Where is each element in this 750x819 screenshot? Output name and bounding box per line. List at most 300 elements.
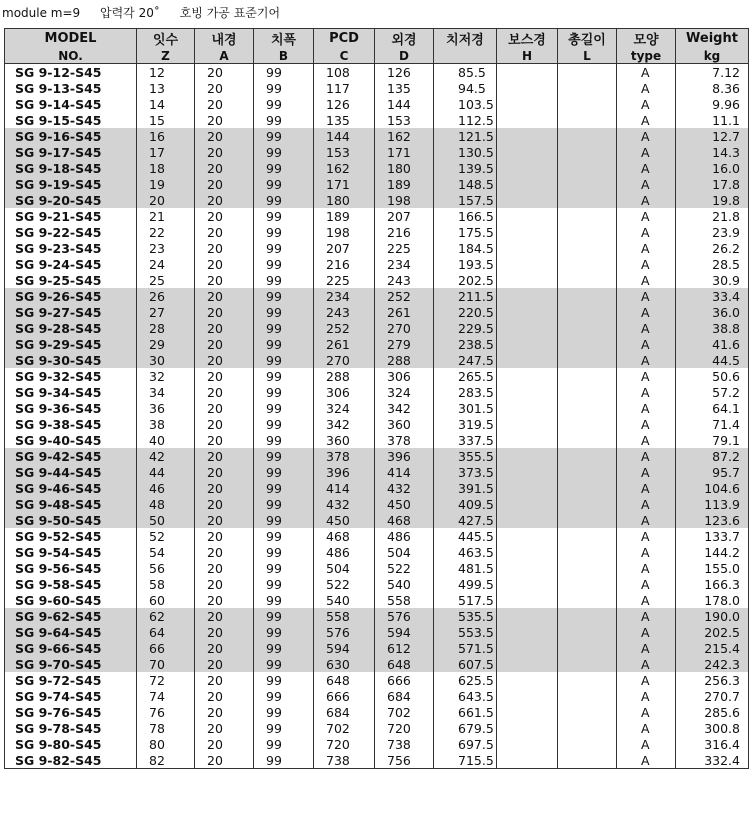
cell-root: 166.5: [434, 208, 497, 224]
cell-b: 99: [254, 608, 314, 624]
cell-root: 553.5: [434, 624, 497, 640]
cell-c: 324: [314, 400, 375, 416]
cell-model: SG 9-32-S45: [5, 368, 137, 384]
cell-h: [497, 672, 558, 688]
cell-c: 189: [314, 208, 375, 224]
cell-l: [558, 352, 617, 368]
cell-type: A: [617, 400, 676, 416]
cell-c: 225: [314, 272, 375, 288]
cell-root: 481.5: [434, 560, 497, 576]
cell-h: [497, 464, 558, 480]
table-row: [5, 656, 749, 672]
cell-kg: 16.0: [676, 160, 749, 176]
cell-d: 396: [375, 448, 434, 464]
table-row: [5, 96, 749, 112]
cell-d: 216: [375, 224, 434, 240]
cell-l: [558, 96, 617, 112]
cell-c: 135: [314, 112, 375, 128]
cell-root: 571.5: [434, 640, 497, 656]
cell-h: [497, 96, 558, 112]
cell-b: 99: [254, 144, 314, 160]
cell-root: 121.5: [434, 128, 497, 144]
cell-type: A: [617, 128, 676, 144]
cell-b: 99: [254, 384, 314, 400]
cell-b: 99: [254, 208, 314, 224]
cell-h: [497, 272, 558, 288]
cell-model: SG 9-12-S45: [5, 64, 137, 81]
cell-model: SG 9-23-S45: [5, 240, 137, 256]
cell-b: 99: [254, 336, 314, 352]
cell-b: 99: [254, 448, 314, 464]
cell-b: 99: [254, 544, 314, 560]
cell-b: 99: [254, 752, 314, 769]
cell-d: 279: [375, 336, 434, 352]
cell-l: [558, 384, 617, 400]
cell-b: 99: [254, 176, 314, 192]
cell-kg: 202.5: [676, 624, 749, 640]
cell-type: A: [617, 512, 676, 528]
cell-a: 20: [195, 144, 254, 160]
cell-h: [497, 336, 558, 352]
cell-a: 20: [195, 176, 254, 192]
table-row: [5, 704, 749, 720]
cell-root: 283.5: [434, 384, 497, 400]
cell-h: [497, 160, 558, 176]
cell-kg: 11.1: [676, 112, 749, 128]
cell-z: 28: [137, 320, 195, 336]
cell-z: 62: [137, 608, 195, 624]
cell-c: 234: [314, 288, 375, 304]
cell-z: 22: [137, 224, 195, 240]
cell-l: [558, 736, 617, 752]
cell-h: [497, 736, 558, 752]
cell-l: [558, 688, 617, 704]
cell-model: SG 9-80-S45: [5, 736, 137, 752]
cell-h: [497, 560, 558, 576]
cell-d: 162: [375, 128, 434, 144]
table-row: [5, 432, 749, 448]
cell-a: 20: [195, 512, 254, 528]
cell-d: 594: [375, 624, 434, 640]
cell-d: 144: [375, 96, 434, 112]
cell-h: [497, 112, 558, 128]
cell-root: 193.5: [434, 256, 497, 272]
cell-z: 42: [137, 448, 195, 464]
cell-l: [558, 752, 617, 769]
cell-type: A: [617, 256, 676, 272]
cell-a: 20: [195, 736, 254, 752]
cell-z: 34: [137, 384, 195, 400]
cell-l: [558, 336, 617, 352]
cell-c: 468: [314, 528, 375, 544]
cell-model: SG 9-54-S45: [5, 544, 137, 560]
cell-b: 99: [254, 496, 314, 512]
cell-a: 20: [195, 624, 254, 640]
cell-l: [558, 704, 617, 720]
cell-model: SG 9-46-S45: [5, 480, 137, 496]
cell-c: 126: [314, 96, 375, 112]
cell-d: 252: [375, 288, 434, 304]
cell-z: 76: [137, 704, 195, 720]
cell-model: SG 9-16-S45: [5, 128, 137, 144]
cell-model: SG 9-27-S45: [5, 304, 137, 320]
cell-z: 24: [137, 256, 195, 272]
table-header: [5, 29, 749, 64]
cell-l: [558, 640, 617, 656]
cell-a: 20: [195, 336, 254, 352]
cell-root: 202.5: [434, 272, 497, 288]
cell-c: 702: [314, 720, 375, 736]
cell-d: 522: [375, 560, 434, 576]
cell-l: [558, 288, 617, 304]
cell-b: 99: [254, 656, 314, 672]
cell-c: 558: [314, 608, 375, 624]
cell-z: 46: [137, 480, 195, 496]
cell-c: 117: [314, 80, 375, 96]
cell-l: [558, 672, 617, 688]
cell-type: A: [617, 560, 676, 576]
cell-type: A: [617, 384, 676, 400]
cell-kg: 178.0: [676, 592, 749, 608]
cell-h: [497, 480, 558, 496]
cell-model: SG 9-56-S45: [5, 560, 137, 576]
table-row: [5, 80, 749, 96]
cell-type: A: [617, 496, 676, 512]
cell-z: 52: [137, 528, 195, 544]
cell-root: 463.5: [434, 544, 497, 560]
cell-d: 468: [375, 512, 434, 528]
cell-model: SG 9-29-S45: [5, 336, 137, 352]
cell-b: 99: [254, 64, 314, 81]
cell-b: 99: [254, 528, 314, 544]
cell-b: 99: [254, 736, 314, 752]
cell-kg: 87.2: [676, 448, 749, 464]
cell-model: SG 9-76-S45: [5, 704, 137, 720]
cell-d: 207: [375, 208, 434, 224]
cell-z: 60: [137, 592, 195, 608]
cell-type: A: [617, 640, 676, 656]
cell-c: 648: [314, 672, 375, 688]
cell-root: 697.5: [434, 736, 497, 752]
cell-kg: 9.96: [676, 96, 749, 112]
cell-kg: 285.6: [676, 704, 749, 720]
cell-type: A: [617, 288, 676, 304]
cell-d: 702: [375, 704, 434, 720]
cell-b: 99: [254, 416, 314, 432]
table-row: [5, 288, 749, 304]
cell-type: A: [617, 320, 676, 336]
cell-type: A: [617, 528, 676, 544]
cell-b: 99: [254, 192, 314, 208]
cell-kg: 7.12: [676, 64, 749, 81]
cell-l: [558, 192, 617, 208]
cell-a: 20: [195, 112, 254, 128]
cell-l: [558, 560, 617, 576]
cell-a: 20: [195, 224, 254, 240]
table-row: [5, 464, 749, 480]
cell-d: 540: [375, 576, 434, 592]
cell-a: 20: [195, 608, 254, 624]
cell-type: A: [617, 624, 676, 640]
cell-h: [497, 752, 558, 769]
cell-l: [558, 512, 617, 528]
table-row: [5, 688, 749, 704]
table-row: [5, 336, 749, 352]
cell-d: 135: [375, 80, 434, 96]
cell-kg: 270.7: [676, 688, 749, 704]
cell-b: 99: [254, 592, 314, 608]
cell-c: 261: [314, 336, 375, 352]
cell-root: 427.5: [434, 512, 497, 528]
cell-a: 20: [195, 272, 254, 288]
cell-a: 20: [195, 352, 254, 368]
cell-kg: 64.1: [676, 400, 749, 416]
cell-c: 144: [314, 128, 375, 144]
cell-root: 238.5: [434, 336, 497, 352]
cell-a: 20: [195, 288, 254, 304]
cell-b: 99: [254, 240, 314, 256]
cell-h: [497, 320, 558, 336]
cell-d: 558: [375, 592, 434, 608]
cell-kg: 41.6: [676, 336, 749, 352]
cell-root: 211.5: [434, 288, 497, 304]
cell-z: 36: [137, 400, 195, 416]
cell-root: 85.5: [434, 64, 497, 81]
cell-d: 486: [375, 528, 434, 544]
cell-type: A: [617, 736, 676, 752]
cell-root: 535.5: [434, 608, 497, 624]
cell-a: 20: [195, 304, 254, 320]
cell-z: 70: [137, 656, 195, 672]
table-row: [5, 304, 749, 320]
table-row: [5, 240, 749, 256]
cell-c: 432: [314, 496, 375, 512]
cell-l: [558, 400, 617, 416]
cell-model: SG 9-44-S45: [5, 464, 137, 480]
cell-d: 756: [375, 752, 434, 769]
cell-model: SG 9-17-S45: [5, 144, 137, 160]
cell-c: 396: [314, 464, 375, 480]
cell-type: A: [617, 64, 676, 81]
cell-kg: 79.1: [676, 432, 749, 448]
cell-model: SG 9-64-S45: [5, 624, 137, 640]
cell-kg: 332.4: [676, 752, 749, 769]
cell-type: A: [617, 544, 676, 560]
cell-c: 576: [314, 624, 375, 640]
cell-kg: 144.2: [676, 544, 749, 560]
cell-type: A: [617, 304, 676, 320]
cell-type: A: [617, 592, 676, 608]
table-row: [5, 320, 749, 336]
cell-a: 20: [195, 448, 254, 464]
cell-h: [497, 528, 558, 544]
cell-b: 99: [254, 400, 314, 416]
cell-d: 450: [375, 496, 434, 512]
cell-l: [558, 160, 617, 176]
cell-type: A: [617, 416, 676, 432]
cell-root: 409.5: [434, 496, 497, 512]
cell-h: [497, 640, 558, 656]
cell-z: 26: [137, 288, 195, 304]
cell-h: [497, 576, 558, 592]
cell-h: [497, 448, 558, 464]
cell-type: A: [617, 192, 676, 208]
cell-c: 540: [314, 592, 375, 608]
table-row: [5, 672, 749, 688]
cell-h: [497, 624, 558, 640]
pressure-angle-label: 압력각 20˚: [100, 6, 160, 20]
cell-h: [497, 720, 558, 736]
cell-h: [497, 304, 558, 320]
table-row: [5, 160, 749, 176]
cell-root: 337.5: [434, 432, 497, 448]
cell-b: 99: [254, 320, 314, 336]
cell-z: 30: [137, 352, 195, 368]
cell-model: SG 9-60-S45: [5, 592, 137, 608]
cell-b: 99: [254, 672, 314, 688]
cell-a: 20: [195, 688, 254, 704]
table-row: [5, 208, 749, 224]
cell-b: 99: [254, 720, 314, 736]
cell-d: 198: [375, 192, 434, 208]
cell-h: [497, 192, 558, 208]
cell-type: A: [617, 576, 676, 592]
cell-d: 738: [375, 736, 434, 752]
cell-z: 12: [137, 64, 195, 81]
cell-kg: 133.7: [676, 528, 749, 544]
cell-type: A: [617, 368, 676, 384]
cell-a: 20: [195, 752, 254, 769]
cell-d: 234: [375, 256, 434, 272]
cell-b: 99: [254, 96, 314, 112]
cell-d: 378: [375, 432, 434, 448]
cell-c: 243: [314, 304, 375, 320]
cell-type: A: [617, 464, 676, 480]
cell-model: SG 9-30-S45: [5, 352, 137, 368]
cell-a: 20: [195, 496, 254, 512]
cell-root: 265.5: [434, 368, 497, 384]
cell-model: SG 9-18-S45: [5, 160, 137, 176]
table-row: [5, 224, 749, 240]
cell-root: 643.5: [434, 688, 497, 704]
cell-type: A: [617, 336, 676, 352]
cell-type: A: [617, 432, 676, 448]
cell-a: 20: [195, 720, 254, 736]
cell-c: 108: [314, 64, 375, 81]
cell-c: 162: [314, 160, 375, 176]
cell-a: 20: [195, 576, 254, 592]
cell-c: 270: [314, 352, 375, 368]
cell-z: 66: [137, 640, 195, 656]
cell-l: [558, 80, 617, 96]
cell-root: 355.5: [434, 448, 497, 464]
table-row: [5, 736, 749, 752]
cell-type: A: [617, 352, 676, 368]
cell-d: 126: [375, 64, 434, 81]
cell-a: 20: [195, 592, 254, 608]
cell-d: 684: [375, 688, 434, 704]
module-label: module m=9: [2, 6, 81, 20]
cell-root: 319.5: [434, 416, 497, 432]
cell-h: [497, 368, 558, 384]
cell-c: 153: [314, 144, 375, 160]
cell-z: 44: [137, 464, 195, 480]
cell-a: 20: [195, 128, 254, 144]
cell-kg: 300.8: [676, 720, 749, 736]
table-row: [5, 192, 749, 208]
cell-l: [558, 576, 617, 592]
cell-z: 27: [137, 304, 195, 320]
cell-kg: 104.6: [676, 480, 749, 496]
cell-c: 207: [314, 240, 375, 256]
table-row: [5, 448, 749, 464]
column-header: 보스경: [497, 29, 558, 49]
table-row: [5, 544, 749, 560]
cell-d: 612: [375, 640, 434, 656]
cell-type: A: [617, 208, 676, 224]
cell-kg: 113.9: [676, 496, 749, 512]
cell-model: SG 9-24-S45: [5, 256, 137, 272]
cell-model: SG 9-28-S45: [5, 320, 137, 336]
cell-kg: 256.3: [676, 672, 749, 688]
cell-b: 99: [254, 288, 314, 304]
cell-l: [558, 176, 617, 192]
cell-a: 20: [195, 464, 254, 480]
column-header: MODEL: [5, 29, 137, 49]
cell-b: 99: [254, 432, 314, 448]
table-row: [5, 512, 749, 528]
cell-type: A: [617, 144, 676, 160]
cell-l: [558, 368, 617, 384]
cell-l: [558, 448, 617, 464]
cell-d: 243: [375, 272, 434, 288]
cell-z: 54: [137, 544, 195, 560]
cell-b: 99: [254, 128, 314, 144]
cell-h: [497, 128, 558, 144]
cell-kg: 123.6: [676, 512, 749, 528]
cell-l: [558, 304, 617, 320]
cell-type: A: [617, 80, 676, 96]
cell-d: 306: [375, 368, 434, 384]
cell-type: A: [617, 272, 676, 288]
cell-a: 20: [195, 320, 254, 336]
cell-h: [497, 384, 558, 400]
cell-l: [558, 464, 617, 480]
cell-a: 20: [195, 64, 254, 81]
cell-kg: 50.6: [676, 368, 749, 384]
cell-d: 666: [375, 672, 434, 688]
cell-b: 99: [254, 624, 314, 640]
cell-type: A: [617, 608, 676, 624]
cell-l: [558, 480, 617, 496]
cell-d: 576: [375, 608, 434, 624]
cell-root: 94.5: [434, 80, 497, 96]
cell-model: SG 9-78-S45: [5, 720, 137, 736]
cell-model: SG 9-19-S45: [5, 176, 137, 192]
cell-h: [497, 592, 558, 608]
cell-c: 630: [314, 656, 375, 672]
cell-z: 64: [137, 624, 195, 640]
cell-type: A: [617, 688, 676, 704]
cell-root: 679.5: [434, 720, 497, 736]
cell-model: SG 9-52-S45: [5, 528, 137, 544]
cell-c: 594: [314, 640, 375, 656]
cell-root: 445.5: [434, 528, 497, 544]
cell-h: [497, 288, 558, 304]
cell-a: 20: [195, 560, 254, 576]
cell-root: 517.5: [434, 592, 497, 608]
cell-z: 82: [137, 752, 195, 769]
